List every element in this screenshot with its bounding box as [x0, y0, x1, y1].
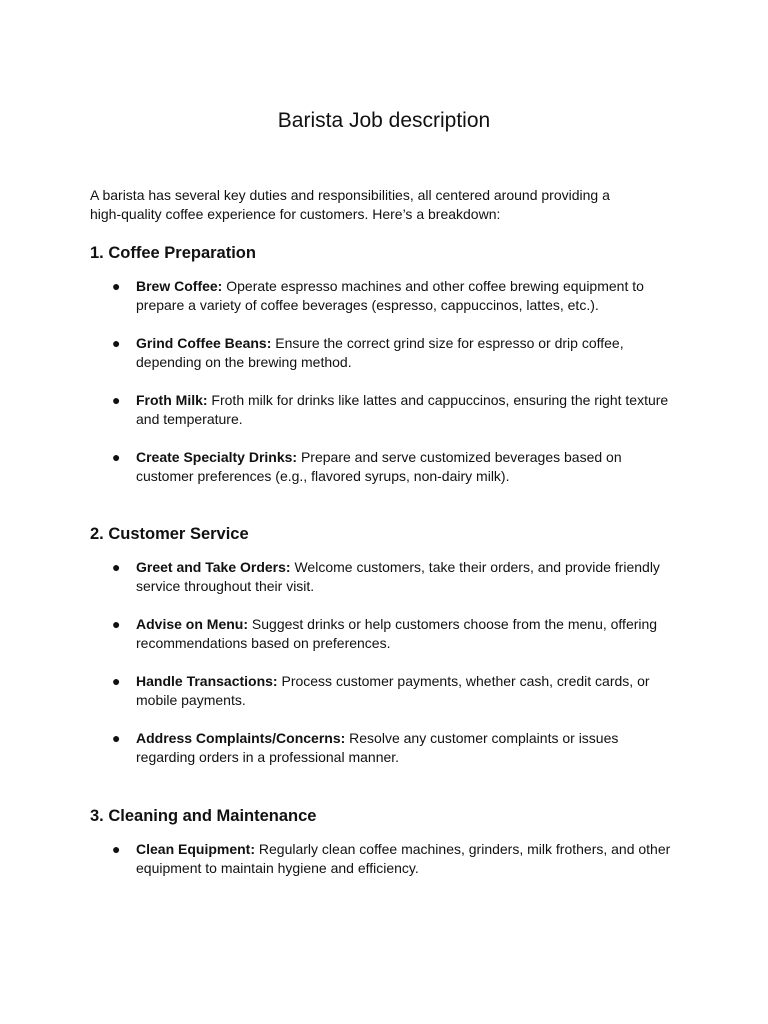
- item-term: Advise on Menu:: [136, 616, 249, 632]
- bullet-icon: ●: [112, 841, 121, 857]
- bullet-icon: ●: [112, 730, 121, 746]
- section-heading: 1. Coffee Preparation: [90, 244, 256, 262]
- bullet-icon: ●: [112, 278, 121, 294]
- item-term: Froth Milk:: [136, 392, 208, 408]
- bullet-icon: ●: [112, 559, 121, 575]
- list-item: [90, 334, 681, 372]
- section-heading: 3. Cleaning and Maintenance: [90, 807, 317, 825]
- bullet-list: [90, 558, 690, 767]
- item-text: Resolve any customer complaints or issues regarding orders in a professional manner.: [136, 730, 619, 765]
- section-cleaning-maintenance: [90, 805, 690, 897]
- item-term: Create Specialty Drinks:: [136, 449, 298, 465]
- item-text: Suggest drinks or help customers choose from the menu, offering recommendations based on preferences.: [136, 616, 658, 651]
- item-text: Regularly clean coffee machines, grinders, milk frothers, and other equipment to maintain hygiene and efficiency.: [136, 841, 671, 876]
- item-text: Welcome customers, take their orders, and provide friendly service throughout their visit.: [136, 559, 660, 594]
- list-item: [90, 672, 681, 710]
- list-item: [90, 729, 681, 767]
- list-item: [90, 448, 681, 486]
- section-heading: 2. Customer Service: [90, 525, 249, 543]
- section-customer-service: [90, 523, 690, 786]
- item-text: Prepare and serve customized beverages based on customer preferences (e.g., flavored syrups, non-dairy milk).: [136, 449, 622, 484]
- list-item: [90, 615, 681, 653]
- list-item: [90, 391, 681, 429]
- item-text: Operate espresso machines and other coffee brewing equipment to prepare a variety of coffee beverages (espresso, cappuccinos, lattes, etc.).: [136, 278, 644, 313]
- item-text: Ensure the correct grind size for espresso or drip coffee, depending on the brewing method.: [136, 335, 624, 370]
- item-term: Brew Coffee:: [136, 278, 223, 294]
- item-term: Clean Equipment:: [136, 841, 256, 857]
- bullet-icon: ●: [112, 392, 121, 408]
- bullet-icon: ●: [112, 616, 121, 632]
- list-item: [90, 277, 681, 315]
- item-text: Process customer payments, whether cash, credit cards, or mobile payments.: [136, 673, 650, 708]
- section-coffee-preparation: [90, 242, 690, 505]
- item-term: Address Complaints/Concerns:: [136, 730, 346, 746]
- list-item: [90, 840, 681, 878]
- bullet-list: [90, 840, 690, 878]
- document-title: Barista Job description: [277, 109, 491, 132]
- bullet-icon: ●: [112, 449, 121, 465]
- item-term: Grind Coffee Beans:: [136, 335, 272, 351]
- list-item: [90, 558, 681, 596]
- item-text: Froth milk for drinks like lattes and cappuccinos, ensuring the right texture and temperature.: [136, 392, 669, 427]
- item-term: Handle Transactions:: [136, 673, 278, 689]
- item-term: Greet and Take Orders:: [136, 559, 291, 575]
- bullet-icon: ●: [112, 673, 121, 689]
- bullet-list: [90, 277, 690, 486]
- bullet-icon: ●: [112, 335, 121, 351]
- intro-paragraph: A barista has several key duties and responsibilities, all centered around providing a high-quality coffee experience for customers. Here’s a breakdown:: [90, 187, 610, 222]
